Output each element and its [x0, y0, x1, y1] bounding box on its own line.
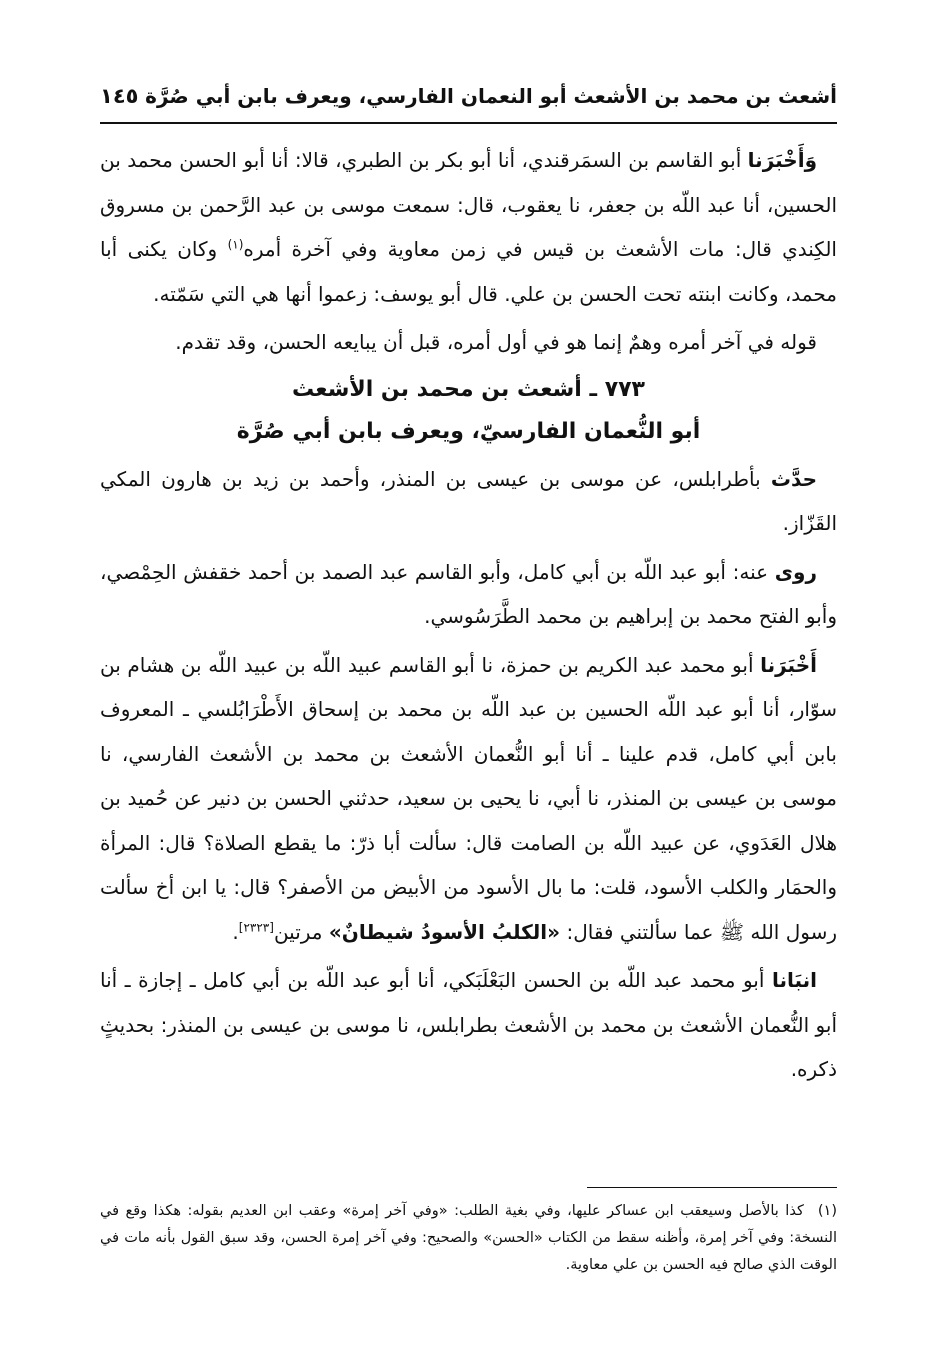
hadith-quote: «الكلبُ الأسودُ شيطانٌ»	[328, 919, 561, 944]
paragraph-4	[100, 550, 837, 639]
entry-heading-line-1: ٧٧٣ ـ أشعث بن محمد بن الأشعث	[292, 376, 645, 402]
main-text	[100, 138, 837, 1092]
paragraph-1-text-cont: وكان يكنى أبا محمد، وكانت ابنته تحت الحسن بن علي. قال أبو يوسف: زعموا أنها هي التي سَمّته.	[100, 237, 837, 306]
paragraph-3-lead: حدَّث	[770, 466, 817, 491]
paragraph-6-text: أبو محمد عبد اللّه بن الحسن البَعْلَبَكي، أنا أبو عبد اللّه بن أبي كامل ـ إجازة ـ أنا أبو النُّعمان الأشعث بن محمد بن الأشعث بطرابلس، نا موسى بن عيسى بن المنذر: بحديثٍ ذكره.	[100, 968, 837, 1081]
footnote	[100, 1198, 837, 1279]
paragraph-6-lead: انبَانا	[771, 968, 817, 992]
paragraph-3	[100, 457, 837, 546]
header-rule	[100, 122, 837, 124]
footnote-rule	[587, 1187, 837, 1188]
paragraph-5	[100, 643, 837, 955]
footnote-reference[interactable]: (١)	[227, 237, 244, 252]
paragraph-1	[100, 138, 837, 316]
paragraph-2: قوله في آخر أمره وهمٌ إنما هو في أول أمره، قبل أن يبايعه الحسن، وقد تقدم.	[175, 330, 817, 354]
paragraph-4-text: عنه: أبو عبد اللّه بن أبي كامل، وأبو القاسم عبد الصمد بن أحمد خقفش الحِمْصي، وأبو الفتح محمد بن إبراهيم بن محمد الطَّرَسُوسي.	[100, 559, 837, 628]
footnote-text: كذا بالأصل وسيعقب ابن عساكر عليها، وفي بغية الطلب: «وفي آخر إمرة» وعقب ابن العديم بقوله: هكذا وقع في النسخة: وفي آخر إمرة، وأظنه سقط من الكتاب «الحسن» والصحيح: وفي آخر إمرة الحسن، وقد سبق القول بأنه مات في الوقت الذي صالح فيه الحسن بن علي معاوية.	[100, 1203, 837, 1273]
book-page	[100, 60, 837, 1310]
entry-heading-line-2: أبو النُّعمان الفارسيّ، ويعرف بابن أبي صُرَّة	[236, 418, 701, 444]
paragraph-4-lead: روى	[774, 559, 817, 584]
hadith-number: [٢٣٢٣]	[238, 919, 274, 934]
paragraph-5-lead: أَخْبَرَنا	[760, 652, 817, 677]
page-number: ١٤٥	[100, 84, 139, 108]
paragraph-1-lead: وَأَخْبَرَنا	[747, 148, 817, 172]
footnote-number: (١)	[817, 1203, 837, 1219]
paragraph-5-end: .	[232, 919, 239, 944]
paragraph-5-text-cont: مرتين	[273, 919, 329, 944]
paragraph-6	[100, 958, 837, 1092]
paragraph-3-text: بأطرابلس، عن موسى بن عيسى بن المنذر، وأحمد بن زيد بن هارون المكي القَزّاز.	[100, 466, 837, 535]
running-title: أشعث بن محمد بن الأشعث أبو النعمان الفارسي، ويعرف بابن أبي صُرَّة	[145, 84, 837, 108]
paragraph-1-text: أبو القاسم بن السمَرقندي، أنا أبو بكر بن الطبري، قالا: أنا أبو الحسن محمد بن الحسين، أنا عبد اللّه بن جعفر، نا يعقوب، قال: سمعت موسى بن عبد الرَّحمن بن مسروق الكِندي قال: مات الأشعث بن قيس في زمن معاوية وفي آخرة أمره	[100, 148, 837, 261]
page-header	[100, 82, 837, 116]
paragraph-5-text: أبو محمد عبد الكريم بن حمزة، نا أبو القاسم عبيد اللّه بن عبيد اللّه بن هشام بن سوّار، أنا أبو عبد اللّه الحسين بن عبد اللّه بن محمد بن إسحاق الأَطْرَابُلسي ـ المعروف بابن أبي كامل، قدم علينا ـ أنا أبو النُّعمان الأشعث بن محمد بن الأشعث الفارسي، نا موسى بن عيسى بن المنذر، نا أبي، نا يحيى بن سعيد، حدثني الحسن بن دنير عن حُميد بن هلال العَدَوي، عن عبيد اللّه بن الصامت قال: سألت أبا ذرّ: ما يقطع الصلاة؟ قال: المرأة والحمَار والكلب الأسود، قلت: ما بال الأسود من الأبيض من الأصفر؟ قال: يا ابن أخ سألت رسول الله ﷺ عما سألتني فقال:	[100, 652, 837, 944]
